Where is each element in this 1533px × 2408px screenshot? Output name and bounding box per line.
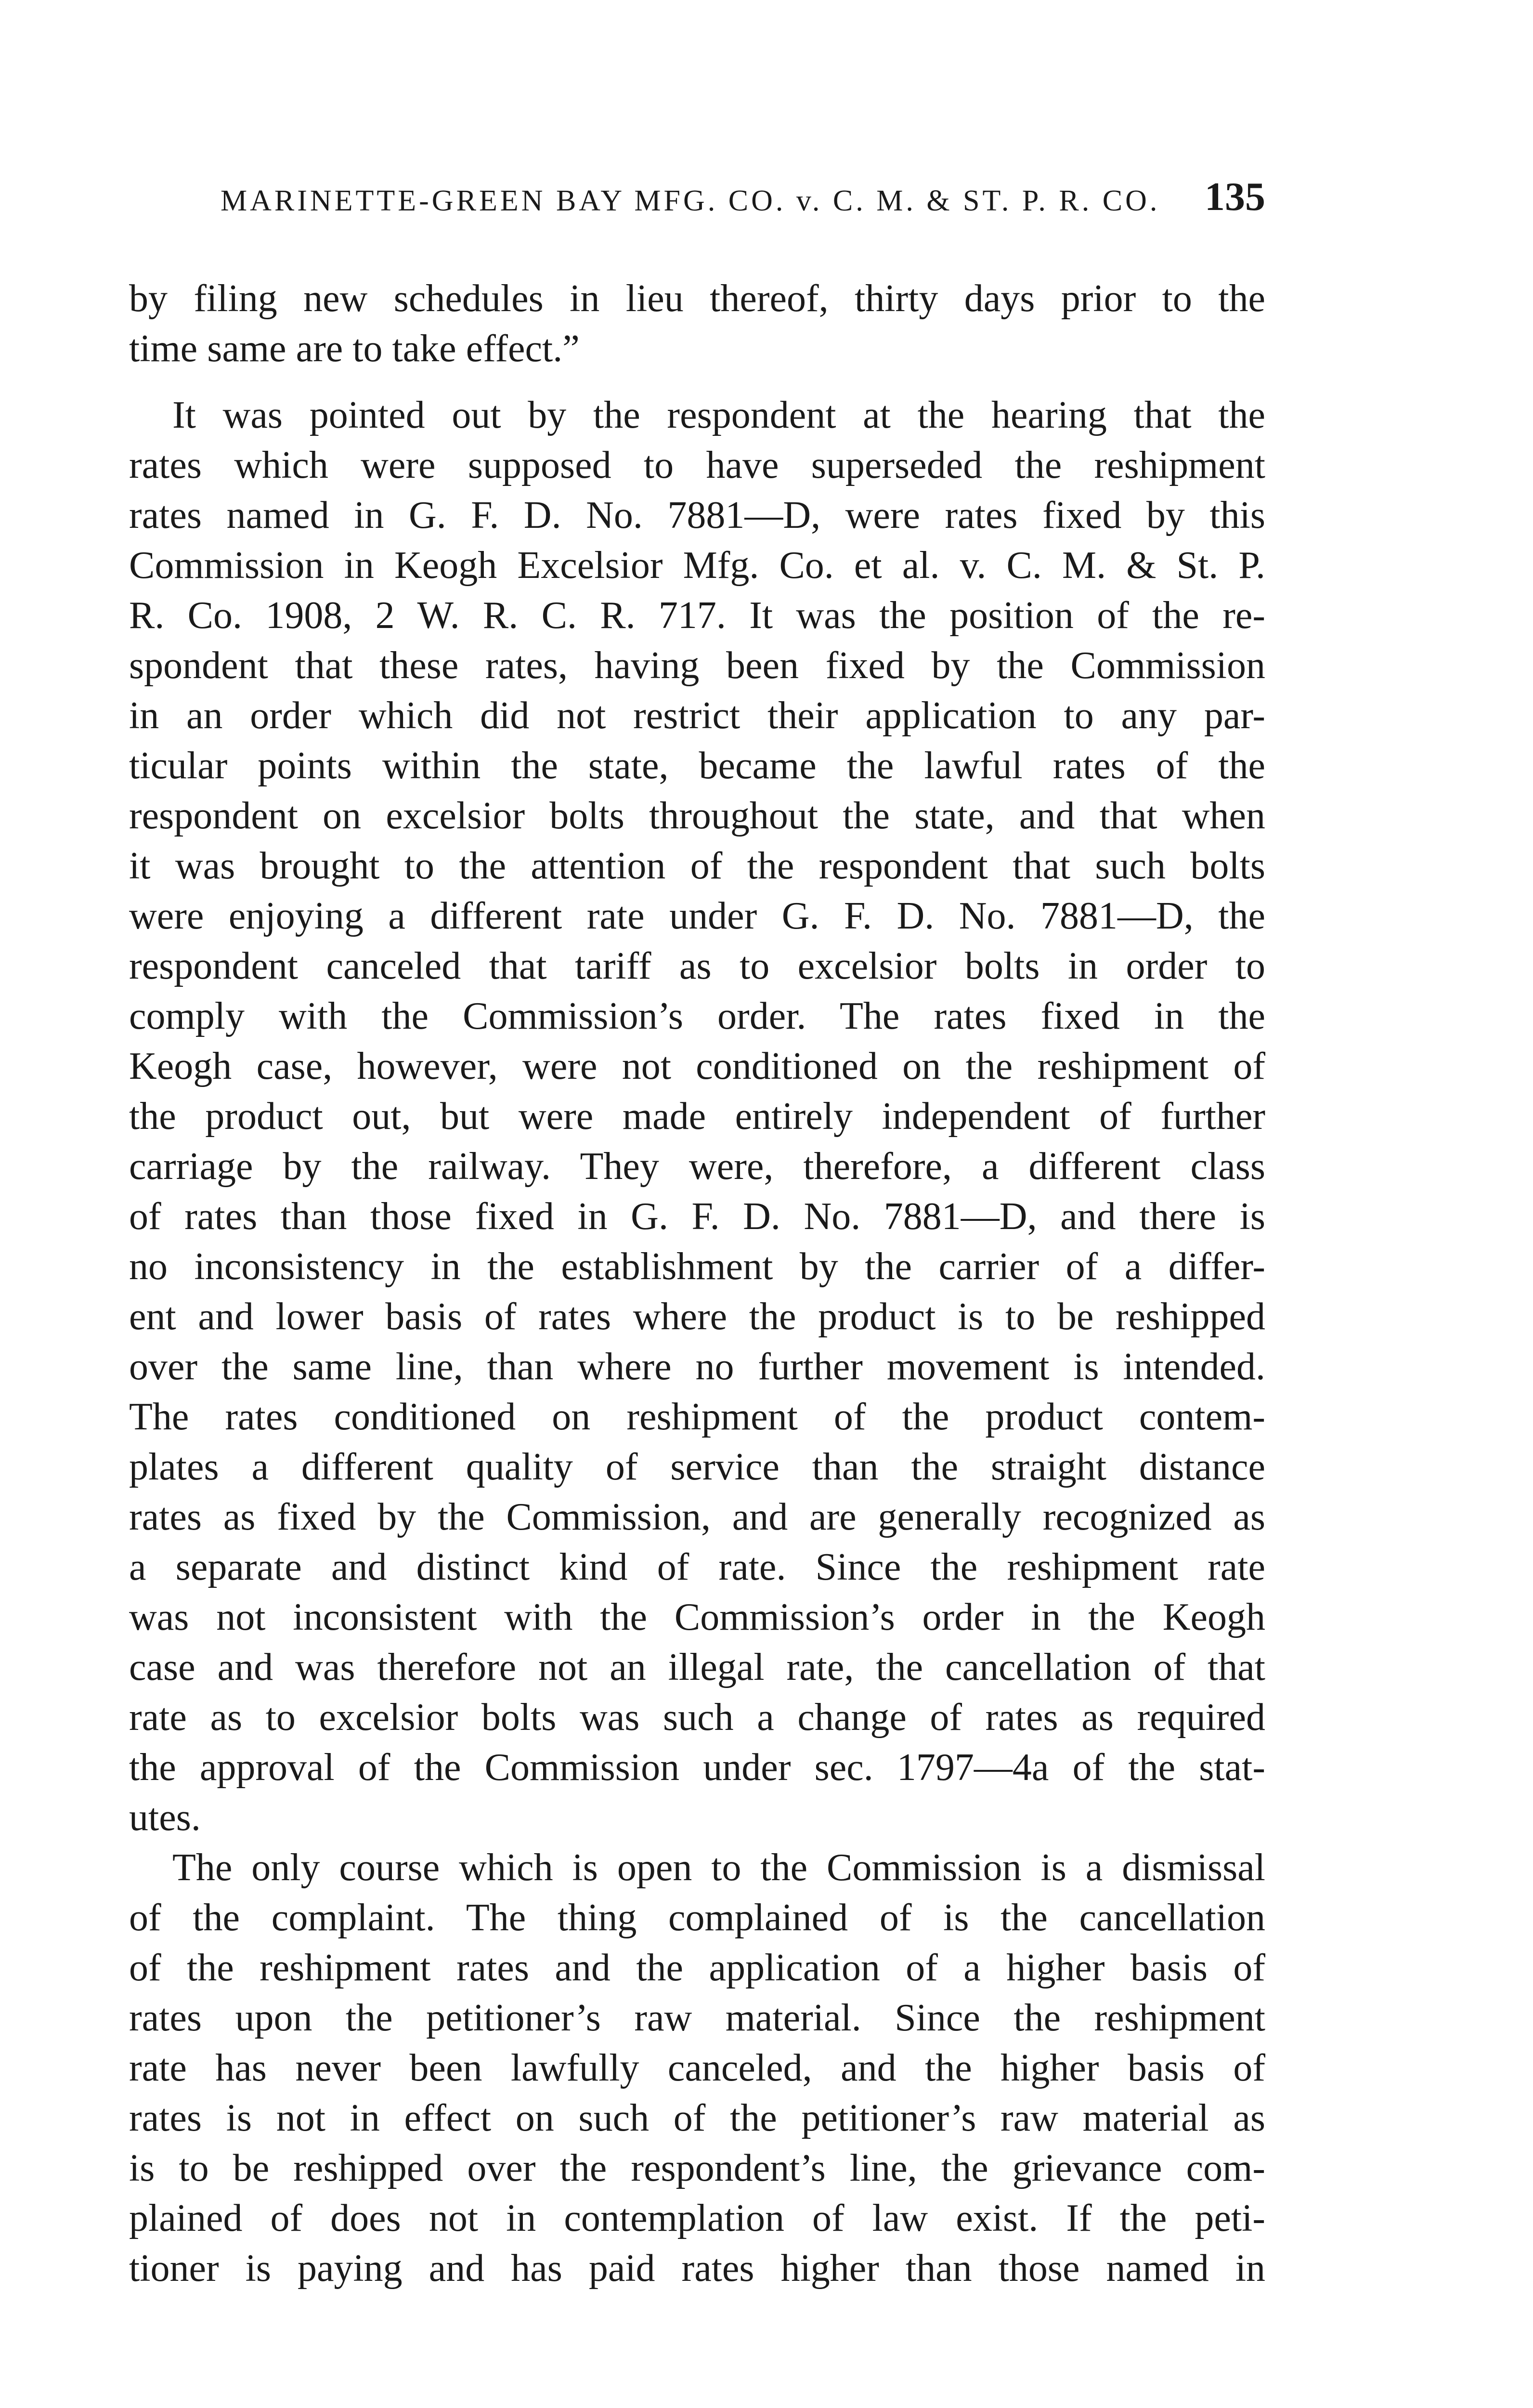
text-line: It was pointed out by the respondent at the hearing that the <box>172 394 1265 436</box>
text-line: it was brought to the attention of the respondent that such bolts <box>129 845 1265 887</box>
text-line: respondent on excelsior bolts throughout the state, and that when <box>129 795 1265 837</box>
text-line: rate has never been lawfully canceled, and the higher basis of <box>129 2047 1265 2089</box>
text-line: The only course which is open to the Commission is a dismissal <box>172 1846 1265 1889</box>
text-line: over the same line, than where no further movement is intended. <box>129 1346 1265 1388</box>
body-text <box>129 274 1265 2293</box>
text-line: of rates than those fixed in G. F. D. No. 7881—D, and there is <box>129 1195 1265 1238</box>
paragraph-gap <box>129 374 1265 390</box>
text-line: carriage by the railway. They were, therefore, a different class <box>129 1145 1265 1188</box>
text-line: were enjoying a different rate under G. F. D. No. 7881—D, the <box>129 895 1265 937</box>
running-head <box>129 173 1265 226</box>
text-line: in an order which did not restrict their application to any par- <box>129 694 1265 737</box>
text-line: Keogh case, however, were not conditioned on the reshipment of <box>129 1045 1265 1087</box>
page-number: 135 <box>1205 174 1265 219</box>
text-line: was not inconsistent with the Commission’s order in the Keogh <box>129 1596 1265 1638</box>
text-line: the product out, but were made entirely independent of further <box>129 1095 1265 1138</box>
running-title: MARINETTE-GREEN BAY MFG. CO. v. C. M. & ST. P. R. CO. <box>221 184 1160 217</box>
text-line: utes. <box>129 1796 201 1839</box>
text-line: Commission in Keogh Excelsior Mfg. Co. et al. v. C. M. & St. P. <box>129 544 1265 587</box>
text-line: case and was therefore not an illegal rate, the cancellation of that <box>129 1646 1265 1688</box>
text-line: R. Co. 1908, 2 W. R. C. R. 717. It was the position of the re- <box>129 594 1265 637</box>
paragraph-keogh-rates <box>129 390 1265 1843</box>
text-line: rates upon the petitioner’s raw material. Since the reshipment <box>129 1997 1265 2039</box>
text-line: of the reshipment rates and the application of a higher basis of <box>129 1947 1265 1989</box>
text-line: is to be reshipped over the respondent’s line, the grievance com- <box>129 2147 1265 2189</box>
text-line: plained of does not in contemplation of law exist. If the peti- <box>129 2197 1265 2239</box>
text-line: respondent canceled that tariff as to excelsior bolts in order to <box>129 945 1265 987</box>
text-line: rates as fixed by the Commission, and are generally recognized as <box>129 1496 1265 1538</box>
text-line: no inconsistency in the establishment by the carrier of a differ- <box>129 1245 1265 1288</box>
text-line: rates which were supposed to have superseded the reshipment <box>129 444 1265 486</box>
text-line: ent and lower basis of rates where the product is to be reshipped <box>129 1296 1265 1338</box>
text-line: comply with the Commission’s order. The rates fixed in the <box>129 995 1265 1037</box>
paragraph-continuation <box>129 274 1265 374</box>
text-line: by filing new schedules in lieu thereof, thirty days prior to the <box>129 277 1265 320</box>
text-line: of the complaint. The thing complained of is the cancellation <box>129 1897 1265 1939</box>
text-line: spondent that these rates, having been fixed by the Commission <box>129 644 1265 687</box>
text-line: tioner is paying and has paid rates higher than those named in <box>129 2247 1265 2290</box>
text-line: plates a different quality of service than the straight distance <box>129 1446 1265 1488</box>
text-line: rate as to excelsior bolts was such a change of rates as required <box>129 1696 1265 1739</box>
text-line: The rates conditioned on reshipment of the product contem- <box>129 1396 1265 1438</box>
text-line: time same are to take effect.” <box>129 327 580 370</box>
text-line: a separate and distinct kind of rate. Since the reshipment rate <box>129 1546 1265 1588</box>
paragraph-dismissal <box>129 1843 1265 2293</box>
text-line: rates is not in effect on such of the petitioner’s raw material as <box>129 2097 1265 2139</box>
text-line: the approval of the Commission under sec. 1797—4a of the stat- <box>129 1746 1265 1789</box>
text-line: rates named in G. F. D. No. 7881—D, were rates fixed by this <box>129 494 1265 537</box>
text-line: ticular points within the state, became the lawful rates of the <box>129 745 1265 787</box>
